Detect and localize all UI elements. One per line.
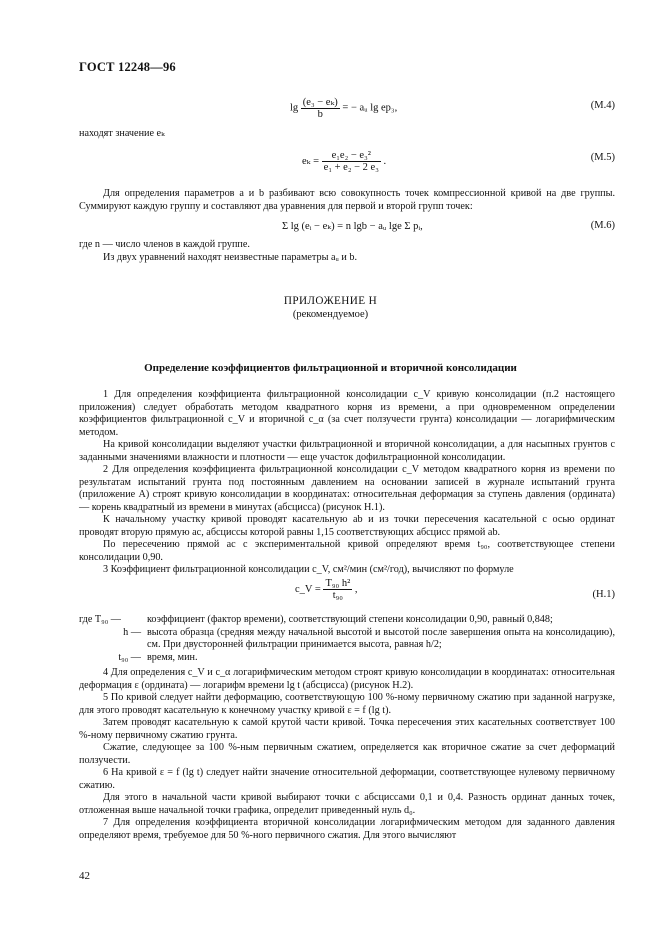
paragraph-2b: К начальному участку кривой проводят касательную ab и из точки пересечения касательной с осью ординат проводят вторую прямую ac, абсциссы которой равны 1,15 соответствующих абсцисс прямой ab.	[79, 514, 615, 538]
formula-h1-numerator: T₉₀ h²	[325, 578, 351, 589]
formula-m4-left: lg	[290, 102, 299, 114]
section-title: Определение коэффициентов фильтрационной и вторичной консолидации	[144, 362, 517, 374]
definitions-list	[79, 614, 615, 664]
formula-m5-number: (М.5)	[590, 152, 615, 163]
formula-h1-left: c_V =	[295, 583, 321, 595]
formula-m5-numerator: e₁e₂ − e₃²	[322, 150, 381, 162]
formula-m6: Σ lg (eᵢ − eₖ) = n lgb − aᵤ lge Σ pᵢ,	[282, 221, 423, 232]
paragraph-1b: На кривой консолидации выделяют участки фильтрационной и вторичной консолидации, а для насыпных грунтов с заданными значениями влажности и плотности — еще участок дофильтрационной консолидации.	[79, 439, 615, 463]
formula-m6-number: (М.6)	[590, 220, 615, 231]
formula-h1-denominator: t₉₀	[332, 590, 343, 601]
paragraph-5: 5 По кривой следует найти деформацию, соответствующую 100 %-ному первичному сжатию при заданной нагрузке, для этого проводят касательную к конечному участку кривой ε = f (lg t).	[79, 692, 615, 716]
paragraph-3: 3 Коэффициент фильтрационной консолидации c_V, см²/мин (см²/год), вычисляют по формуле	[103, 564, 514, 575]
formula-h1	[295, 578, 358, 601]
paragraph-7: 7 Для определения коэффициента вторичной консолидации логарифмическим методом для заданного давления определяют время, требуемое для 50 %-ного первичного сжатия. Для этого вычисляют	[79, 817, 615, 841]
formula-m4-number: (М.4)	[590, 100, 615, 111]
para-groups: Для определения параметров a и b разбивают всю совокупность точек компрессионной кривой на две группы. Суммируют каждую группу и составляют два уравнения для первой и второй групп точек:	[79, 188, 615, 212]
formula-m5	[302, 150, 386, 173]
formula-m5-denominator: e₁ + e₂ − 2 e₃	[323, 162, 379, 173]
appendix-title: ПРИЛОЖЕНИЕ Н	[283, 295, 378, 307]
paragraph-5b: Затем проводят касательную к самой крутой части кривой. Точка пересечения этих касательных соответствует 100 %-ному первичному сжатию грунта.	[79, 717, 615, 741]
formula-m5-fraction	[322, 150, 381, 173]
paragraph-6b: Для этого в начальной части кривой выбирают точки с абсциссами 0,1 и 0,4. Разность ординат данных точек, отложенная выше начальной точки графика, определит приведенный нуль d₀.	[79, 792, 615, 816]
formula-m5-right: .	[383, 155, 387, 167]
formula-m4-fraction	[301, 96, 340, 120]
text-two-equations: Из двух уравнений находят неизвестные параметры aᵤ и b.	[103, 252, 358, 263]
definition-row	[79, 652, 615, 665]
paragraph-2: 2 Для определения коэффициента фильтрационной консолидации c_V методом квадратного корня из времени по результатам испытаний грунта под постоянным давлением на основании записей в журнале испытаний грунта (приложение А) строят кривую консолидации в координатах: относительная деформация за ступень давления (ордината) — корень квадратный из времени в минутах (абсцисса) (рисунок Н.1).	[79, 464, 615, 513]
text-find-ek: находят значение eₖ	[79, 128, 165, 139]
paragraph-2c: По пересечению прямой ac с экспериментальной кривой определяют время t₉₀, соответствующее степени консолидации 0,90.	[79, 539, 615, 563]
definition-text: коэффициент (фактор времени), соответствующий степени консолидации 0,90, равный 0,848;	[147, 614, 553, 625]
definition-text: время, мин.	[147, 651, 198, 663]
paragraph-6: 6 На кривой ε = f (lg t) следует найти значение относительной деформации, соответствующее нулевому первичному сжатию.	[79, 767, 615, 791]
appendix-subtitle: (рекомендуемое)	[292, 309, 369, 320]
definition-term: где T₉₀ —	[79, 614, 121, 625]
formula-h1-right: ,	[354, 583, 358, 595]
definition-row	[79, 627, 615, 652]
formula-m4-denominator: b	[317, 109, 323, 120]
formula-m4-numerator: (e₃ − eₖ)	[302, 97, 338, 108]
formula-m5-left: eₖ =	[302, 155, 320, 167]
formula-h1-fraction	[323, 578, 352, 601]
page-number: 42	[79, 870, 90, 882]
definition-row	[79, 614, 615, 627]
definition-term: h —	[123, 626, 141, 638]
paragraph-1: 1 Для определения коэффициента фильтрационной консолидации c_V кривую консолидации (п.2 настоящего приложения) следует обработать методом квадратного корня из времени, а при одновременном определении коэффициентов фильтрационной c_V и вторичной c_α (за счет ползучести грунта) консолидации — логарифмическим методом.	[79, 389, 615, 438]
formula-h1-number: (Н.1)	[592, 589, 615, 600]
paragraph-5c: Сжатие, следующее за 100 %-ным первичным сжатием, определяется как вторичное сжатие за счет деформаций ползучести.	[79, 742, 615, 766]
doc-header: ГОСТ 12248—96	[79, 60, 176, 74]
paragraph-4: 4 Для определения c_V и c_α логарифмическим методом строят кривую консолидации в координатах: относительная деформация ε (ордината) — логарифм времени lg t (абсцисса) (рисунок Н.2).	[79, 667, 615, 691]
definition-term: t₉₀ —	[118, 651, 141, 663]
definition-text: высота образца (средняя между начальной высотой и высотой после завершения опыта на консолидацию), см. При двусторонней фильтрации принимается высота, равная h/2;	[147, 626, 615, 651]
formula-m4-right: = − aᵤ lg ep₃,	[342, 102, 398, 114]
formula-m4	[290, 96, 397, 120]
text-n-def: где n — число членов в каждой группе.	[79, 239, 250, 250]
